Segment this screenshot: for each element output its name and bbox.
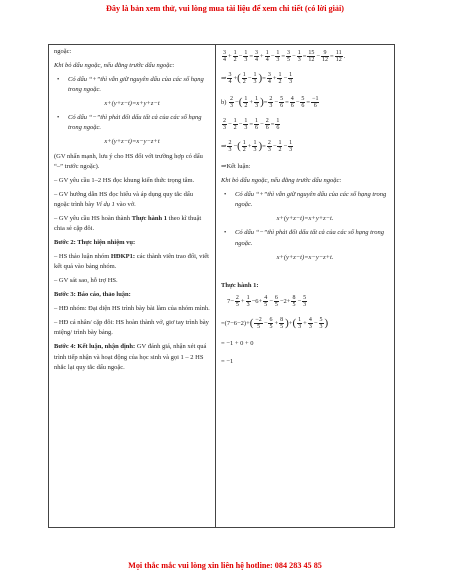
- math-line-4: $\frac{2}{3}$ − $\frac{1}{2}$ − $\frac{1}{3}$ = $\frac{1}{6}$ − $\frac{2}{6}$ = $\frac{1}{6}$: [223, 118, 280, 132]
- step-4-heading: Bước 4: Kết luận, nhận định:: [54, 343, 136, 351]
- text-line: – HĐ cá nhân/ cặp đôi: HS hoàn thành vở, giơ tay trình bày miệng/ trình bày bảng.: [54, 319, 209, 337]
- lesson-table: [48, 44, 395, 528]
- text-line: – GV hướng dẫn HS đọc hiểu và áp dụng quy tắc dấu ngoặc trình bày Ví dụ 1 vào vở.: [54, 190, 193, 208]
- text-line: – HĐ nhóm: Đại diện HS trình bày bài làm của nhóm mình.: [54, 305, 210, 313]
- rule-minus: • Có dấu “−”thì phải đổi dấu tất cả của các số hạng trong ngoặc.: [221, 228, 389, 248]
- step-3-heading: Bước 3: Báo cáo, thảo luận:: [54, 291, 131, 299]
- step-2-heading: Bước 2: Thực hiện nhiệm vụ:: [54, 238, 136, 246]
- rule-intro: Khi bỏ dấu ngoặc, nếu đằng trước dấu ngoặc:: [54, 62, 175, 70]
- text-line: – GV yêu cầu 1–2 HS đọc khung kiến thức trọng tâm.: [54, 176, 195, 184]
- rule-minus: • Có dấu “−”thì phải đổi dấu tất cả của các số hạng trong ngoặc.: [54, 113, 210, 133]
- rule-plus: • Có dấu “+”thì vẫn giữ nguyên dấu của các số hạng trong ngoặc.: [221, 190, 389, 210]
- teacher-activity-column: [49, 45, 216, 528]
- math-line-3: b) $\frac{2}{3}$ −( $\frac{1}{2}$ + $\frac{1}{3}$ )= $\frac{2}{3}$ − $\frac{5}{6}$ = $\frac{4}{6}$ − $\frac{5}{6}$ = $\frac{-1}{6}$: [221, 96, 319, 110]
- text-line: – HS thảo luận nhóm HĐKP1: các thành viên trao đổi, viết kết quả vào bảng nhóm.: [54, 253, 209, 271]
- rule-intro: Khi bỏ dấu ngoặc, nếu đằng trước dấu ngoặc:: [221, 177, 342, 185]
- math-line-2: ⇒ $\frac{3}{4}$ +( $\frac{1}{2}$ − $\frac{1}{3}$ )= $\frac{3}{4}$ + $\frac{1}{2}$ − $\frac{1}{3}$: [221, 72, 293, 86]
- formula-minus: x+(y+z−t)=x−y−z+t.: [276, 253, 334, 261]
- math-line-1: $\frac{3}{4}$ + $\frac{1}{2}$ − $\frac{1}{3}$ = $\frac{3}{4}$ + $\frac{1}{4}$ − $\frac{1}{3}$ = $\frac{3}{5}$ − $\frac{1}{3}$ = $\frac{15}{12}$ − $\frac{9}{12}$ = $\frac{11}{12}$ .: [223, 50, 346, 63]
- student-work-column: [216, 45, 395, 528]
- text-line: ngoặc:: [54, 48, 72, 55]
- practice-1-heading: Thực hành 1:: [221, 281, 259, 289]
- text-line: Bước 4: Kết luận, nhận định: GV đánh giá, nhận xét quá trình tiếp nhận và hoạt động của học sinh và gọi 1 – 2 HS nhắc lại quy tắc dấu ngoặc.: [54, 343, 207, 371]
- text-line: – GV sát sao, hỗ trợ HS.: [54, 277, 118, 285]
- preview-notice: Đây là bản xem thử, vui lòng mua tài liệu để xem chi tiết (có lời giải): [105, 4, 344, 13]
- practice-step: = −1 + 0 + 0: [221, 339, 254, 347]
- text-line: – GV yêu cầu HS hoàn thành Thực hành 1 theo kĩ thuật chia sẻ cặp đôi.: [54, 214, 202, 232]
- formula-plus: x+(y+z−t)=x+y+z−t.: [276, 215, 334, 223]
- conclusion-label: ⇒Kết luận:: [221, 163, 251, 171]
- practice-expression: 7− $\frac{2}{5}$ + $\frac{1}{3}$ −6+ $\frac{4}{5}$ − $\frac{6}{5}$ −2+ $\frac{8}{5}$ − $\frac{5}{3}$: [227, 294, 307, 308]
- rule-plus: • Có dấu “+”thì vẫn giữ nguyên dấu của các số hạng trong ngoặc.: [54, 75, 210, 95]
- practice-result: = −1: [221, 357, 234, 365]
- text-line: (GV nhấn mạnh, lưu ý cho HS đổi với trường hợp có dấu “–” trước ngoặc).: [54, 152, 203, 170]
- math-line-5: ⇒ $\frac{2}{3}$ −( $\frac{1}{2}$ + $\frac{1}{3}$ )= $\frac{2}{3}$ − $\frac{1}{2}$ − $\frac{1}{3}$: [221, 140, 293, 154]
- formula-plus: x+(y+z−t)=x+y+z−t: [104, 100, 160, 108]
- practice-grouped: =(7−6−2)+( $\frac{-2}{5}$ − $\frac{6}{5}$ + $\frac{8}{5}$ )+( $\frac{1}{3}$ + $\frac{4}{3}$ − $\frac{5}{3}$ ): [221, 316, 329, 330]
- hotline-footer: Mọi thắc mắc vui lòng xin liên hệ hotline: 084 283 45 85: [128, 561, 322, 570]
- formula-minus: x+(y+z−t)=x−y−z+t: [104, 138, 160, 146]
